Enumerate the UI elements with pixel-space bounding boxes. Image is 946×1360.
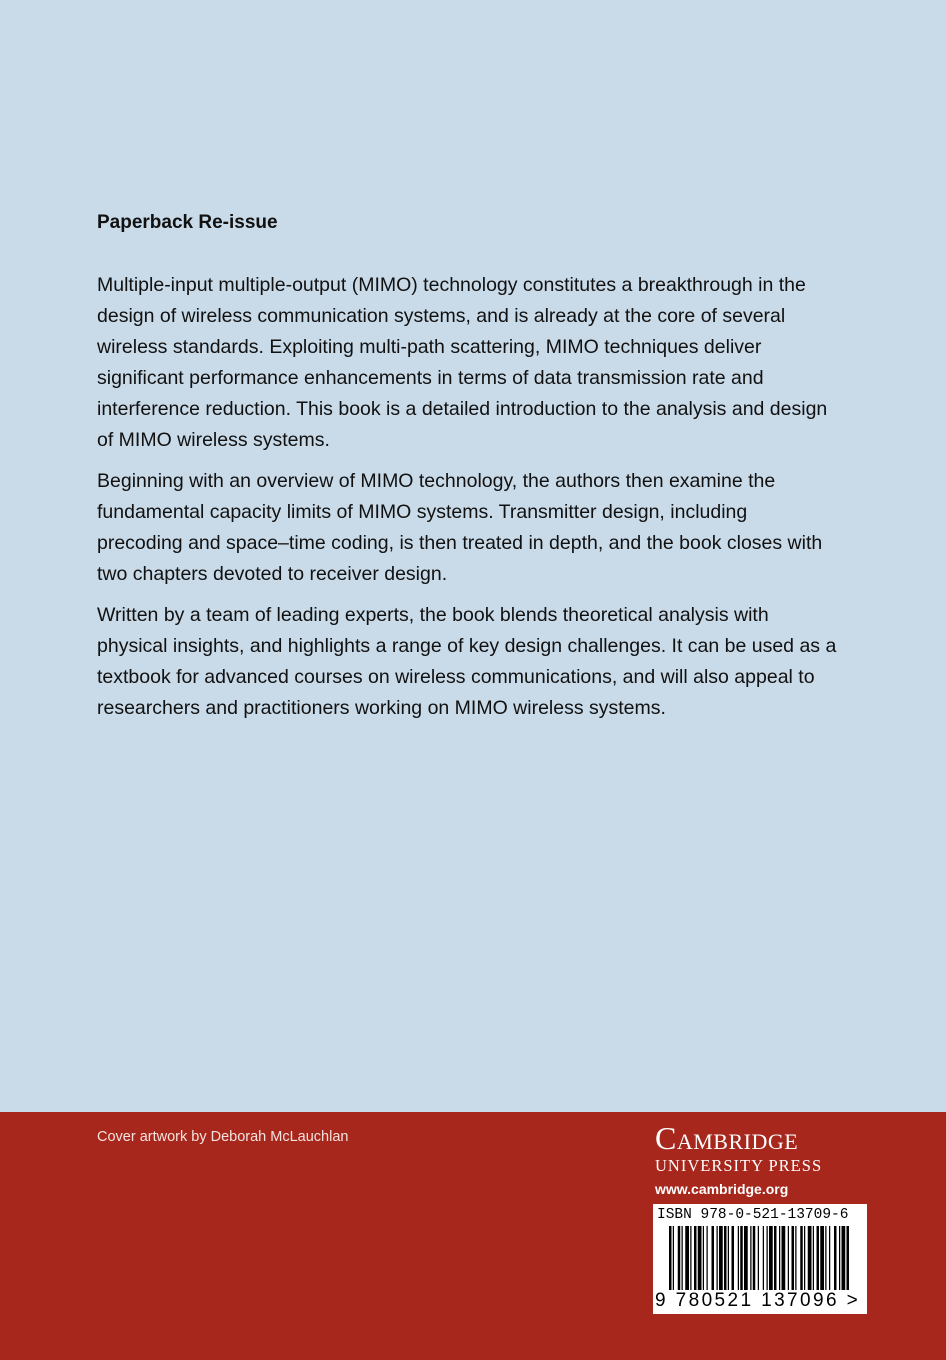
barcode-bar [724, 1226, 727, 1290]
barcode-box [653, 1204, 867, 1314]
barcode-bar [732, 1226, 735, 1290]
blurb-paragraph-3: Written by a team of leading experts, the book blends theoretical analysis with physical insights, and highlights a range of key design challenges. It can be used as a textbook for advanced courses on wireless communications, and will also appeal to researchers and practitioners working on MIMO wireless systems. [97, 604, 837, 719]
barcode-bar [842, 1226, 846, 1290]
barcode-bar [792, 1226, 795, 1290]
barcode-bar [682, 1226, 683, 1290]
barcode-bar [779, 1226, 780, 1290]
barcode-bar [707, 1226, 708, 1290]
publisher-url[interactable]: www.cambridge.org [655, 1181, 789, 1197]
barcode-bar [712, 1226, 715, 1290]
barcode-bar [767, 1226, 768, 1290]
publisher-name: cambridge [655, 1120, 799, 1156]
barcode-bar [788, 1226, 789, 1290]
blurb-heading: Paperback Re-issue [97, 212, 278, 233]
barcode-bar [685, 1226, 689, 1290]
barcode-bar [817, 1226, 820, 1290]
publisher-subtitle: UNIVERSITY PRESS [655, 1156, 823, 1175]
barcode-bar [738, 1226, 739, 1290]
barcode-bar [847, 1226, 850, 1290]
ean-digits: 9 780521 137096 > [655, 1290, 861, 1311]
barcode-bar [820, 1226, 824, 1290]
barcode-bar [673, 1226, 674, 1290]
barcode-bar [717, 1226, 718, 1290]
barcode-bar [769, 1226, 773, 1290]
barcode-bar [753, 1226, 756, 1290]
barcode-bar [750, 1226, 751, 1290]
blurb-paragraph-1: Multiple-input multiple-output (MIMO) technology constitutes a breakthrough in the design of wireless communication systems, and is already at the core of several wireless standards. Exploiting multi-path scattering, MIMO techniques deliver significant performance enhancements in terms of data transmission rate and interference reduction. This book is a detailed introduction to the analysis and design of MIMO wireless systems. [97, 274, 828, 451]
barcode-bar [782, 1226, 786, 1290]
barcode-bar [690, 1226, 691, 1290]
barcode-bar [795, 1226, 796, 1290]
blurb-paragraph-2: Beginning with an overview of MIMO technology, the authors then examine the fundamental capacity limits of MIMO systems. Transmitter design, including precoding and space–time coding, is then treated in depth, and the book closes with two chapters devoted to receiver design. [97, 470, 823, 585]
barcode-bar [763, 1226, 764, 1290]
barcode-bar [698, 1226, 702, 1290]
cover-art-credit: Cover artwork by Deborah McLauchlan [97, 1129, 349, 1145]
barcode-bar [813, 1226, 814, 1290]
barcode-bar [808, 1226, 812, 1290]
barcode-bar [834, 1226, 837, 1290]
barcode-bar [829, 1226, 830, 1290]
footer-band [0, 1112, 946, 1360]
barcode-bar [804, 1226, 805, 1290]
barcode-bar [678, 1226, 681, 1290]
barcode-bar [669, 1226, 672, 1290]
isbn-text: ISBN 978-0-521-13709-6 [657, 1207, 849, 1223]
barcode-bar [728, 1226, 729, 1290]
barcode-bar [825, 1226, 826, 1290]
barcode-bar [694, 1226, 697, 1290]
barcode-bar [719, 1226, 723, 1290]
barcode-bar [740, 1226, 743, 1290]
publisher-logo [655, 1120, 869, 1200]
blurb-section [97, 212, 837, 734]
barcode-bar [839, 1226, 840, 1290]
barcode-bar [758, 1226, 759, 1290]
barcode-bar [800, 1226, 803, 1290]
barcode-bar [774, 1226, 777, 1290]
barcode-bar [744, 1226, 748, 1290]
barcode-bar [703, 1226, 704, 1290]
barcode-icon [669, 1226, 851, 1290]
